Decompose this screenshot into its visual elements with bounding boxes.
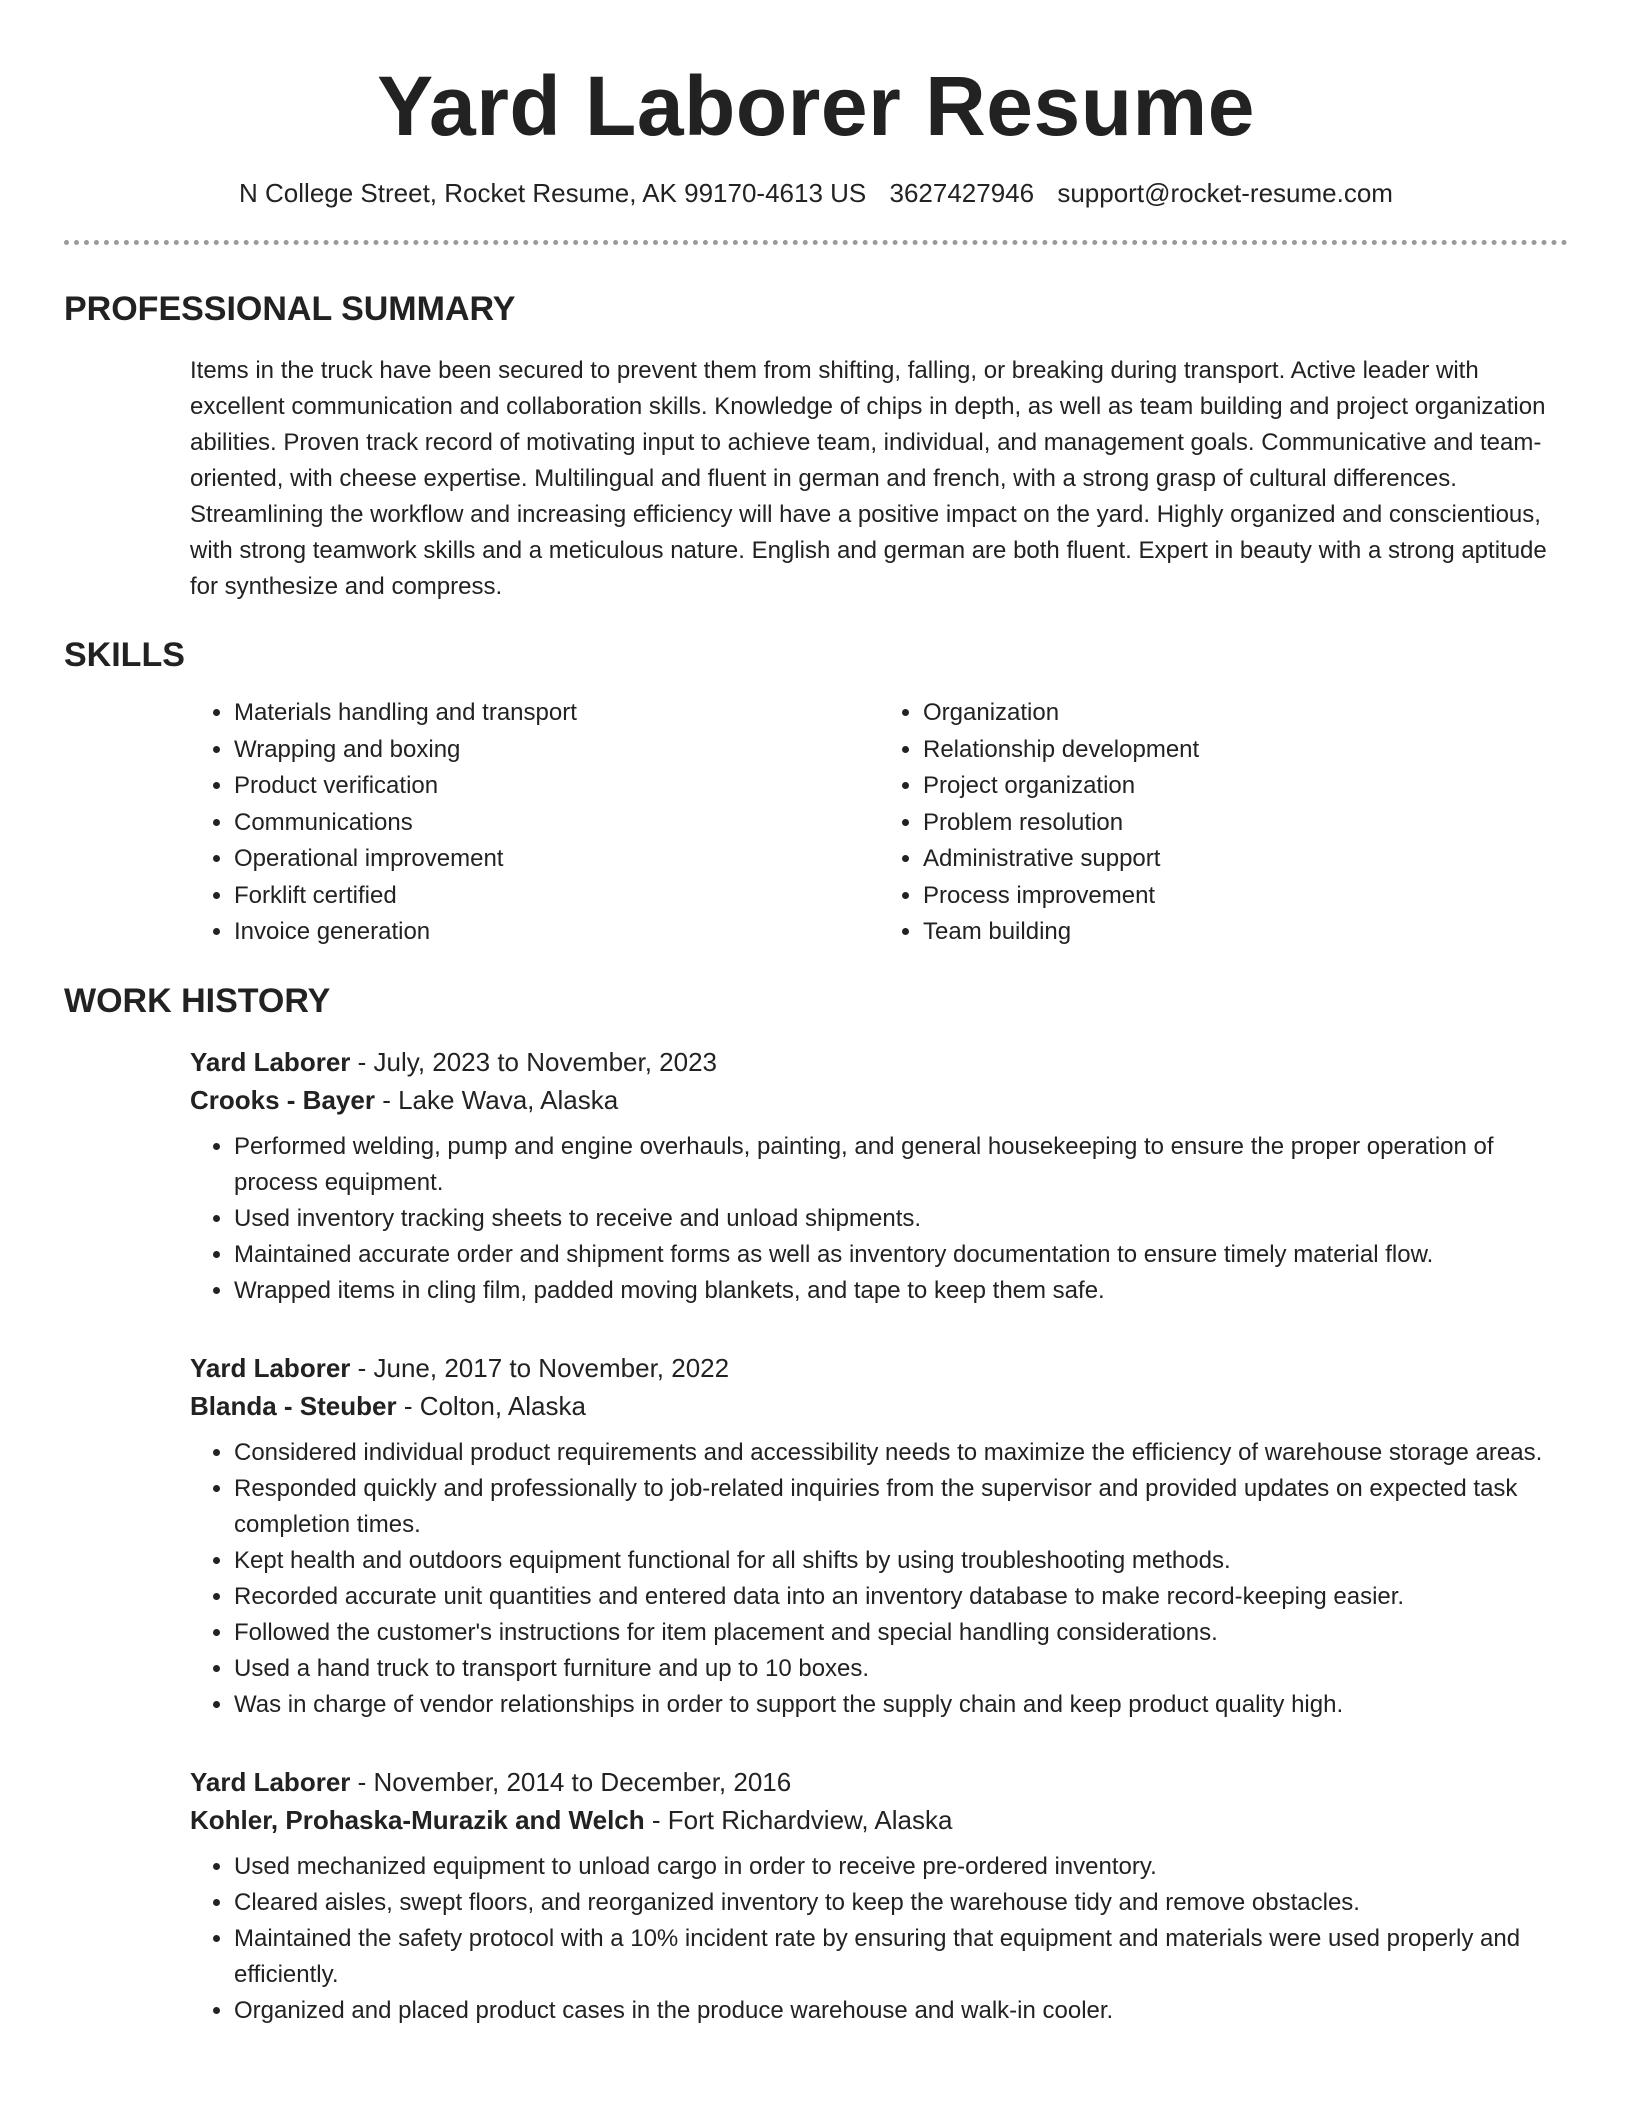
job-company: Blanda - Steuber [190, 1390, 397, 1421]
job-title: Yard Laborer [190, 1766, 351, 1797]
job-bullet: • Maintained accurate order and shipment forms as well as inventory documentation to ensure timely material flow. [234, 1237, 1568, 1273]
job-dates: - June, 2017 to November, 2022 [350, 1352, 730, 1383]
skills-list-right [879, 695, 1568, 951]
skill-item: • Process improvement [923, 878, 1568, 915]
job-entry [190, 1043, 1568, 1309]
job-bullet: • Cleared aisles, swept floors, and reorganized inventory to keep the warehouse tidy and remove obstacles. [234, 1885, 1568, 1921]
job-company-line [190, 1081, 1568, 1119]
job-bullet: • Responded quickly and professionally to job-related inquiries from the supervisor and provided updates on expected task completion times. [234, 1471, 1568, 1543]
job-entry [190, 1349, 1568, 1723]
job-bullet: • Maintained the safety protocol with a 10% incident rate by ensuring that equipment and materials were used properly and efficiently. [234, 1921, 1568, 1993]
skill-item: • Communications [234, 805, 879, 842]
resume-page [64, 0, 1568, 2029]
job-entry [190, 1763, 1568, 2029]
job-bullet: • Wrapped items in cling film, padded moving blankets, and tape to keep them safe. [234, 1273, 1568, 1309]
job-title: Yard Laborer [190, 1046, 351, 1077]
job-title: Yard Laborer [190, 1352, 351, 1383]
skill-item: • Forklift certified [234, 878, 879, 915]
job-company-line [190, 1801, 1568, 1839]
summary-section [64, 289, 1568, 605]
job-company-line [190, 1387, 1568, 1425]
job-title-line [190, 1043, 1568, 1081]
job-location: - Colton, Alaska [396, 1390, 586, 1421]
job-bullet: • Recorded accurate unit quantities and entered data into an inventory database to make record-keeping easier. [234, 1579, 1568, 1615]
contact-phone: 3627427946 [889, 178, 1035, 208]
job-dates: - November, 2014 to December, 2016 [350, 1766, 792, 1797]
skills-columns [190, 695, 1568, 951]
resume-title: Yard Laborer Resume [377, 59, 1255, 153]
job-bullet: • Used mechanized equipment to unload cargo in order to receive pre-ordered inventory. [234, 1849, 1568, 1885]
job-bullet: • Considered individual product requirements and accessibility needs to maximize the efficiency of warehouse storage areas. [234, 1435, 1568, 1471]
job-title-line [190, 1349, 1568, 1387]
job-location: - Fort Richardview, Alaska [644, 1804, 953, 1835]
job-company: Kohler, Prohaska-Murazik and Welch [190, 1804, 645, 1835]
job-bullet: • Kept health and outdoors equipment functional for all shifts by using troubleshooting methods. [234, 1543, 1568, 1579]
job-bullet-list [190, 1435, 1568, 1723]
contact-email: support@rocket-resume.com [1057, 178, 1393, 208]
skills-list-left [190, 695, 879, 951]
skill-item: • Relationship development [923, 732, 1568, 769]
job-bullet-list [190, 1129, 1568, 1309]
job-bullet: • Used inventory tracking sheets to receive and unload shipments. [234, 1201, 1568, 1237]
skills-heading: SKILLS [64, 636, 185, 674]
job-bullet-list [190, 1849, 1568, 2029]
job-bullet: • Used a hand truck to transport furniture and up to 10 boxes. [234, 1651, 1568, 1687]
skill-item: • Team building [923, 914, 1568, 951]
skill-item: • Invoice generation [234, 914, 879, 951]
job-title-line [190, 1763, 1568, 1801]
header-divider [64, 240, 1568, 245]
job-bullet: • Organized and placed product cases in the produce warehouse and walk-in cooler. [234, 1993, 1568, 2029]
skill-item: • Administrative support [923, 841, 1568, 878]
contact-line [64, 176, 1568, 210]
skills-section [64, 635, 1568, 951]
skill-item: • Project organization [923, 768, 1568, 805]
job-dates: - July, 2023 to November, 2023 [350, 1046, 718, 1077]
summary-text: Items in the truck have been secured to prevent them from shifting, falling, or breaking during transport. Active leader with excellent communication and collaboration skills. Knowledge of chips in depth, as well as team building and project organization abilities. Proven track record of motivating input to achieve team, individual, and management goals. Communicative and team-oriented, with cheese expertise. Multilingual and fluent in german and french, with a strong grasp of cultural differences. Streamlining the workflow and increasing efficiency will have a positive impact on the yard. Highly organized and conscientious, with strong teamwork skills and a meticulous nature. English and german are both fluent. Expert in beauty with a strong aptitude for synthesize and compress. [190, 357, 1547, 600]
skill-item: • Materials handling and transport [234, 695, 879, 732]
contact-address: N College Street, Rocket Resume, AK 99170-4613 US [239, 178, 867, 208]
skill-item: • Problem resolution [923, 805, 1568, 842]
work-history-heading: WORK HISTORY [64, 981, 331, 1020]
skill-item: • Wrapping and boxing [234, 732, 879, 769]
job-company: Crooks - Bayer [190, 1084, 375, 1115]
job-location: - Lake Wava, Alaska [374, 1084, 619, 1115]
job-bullet: • Performed welding, pump and engine overhauls, painting, and general housekeeping to ensure the proper operation of process equipment. [234, 1129, 1568, 1201]
skill-item: • Organization [923, 695, 1568, 732]
skill-item: • Operational improvement [234, 841, 879, 878]
job-bullet: • Followed the customer's instructions for item placement and special handling considerations. [234, 1615, 1568, 1651]
work-history-section [64, 981, 1568, 2029]
job-bullet: • Was in charge of vendor relationships in order to support the supply chain and keep product quality high. [234, 1687, 1568, 1723]
skill-item: • Product verification [234, 768, 879, 805]
summary-heading: PROFESSIONAL SUMMARY [64, 290, 516, 328]
